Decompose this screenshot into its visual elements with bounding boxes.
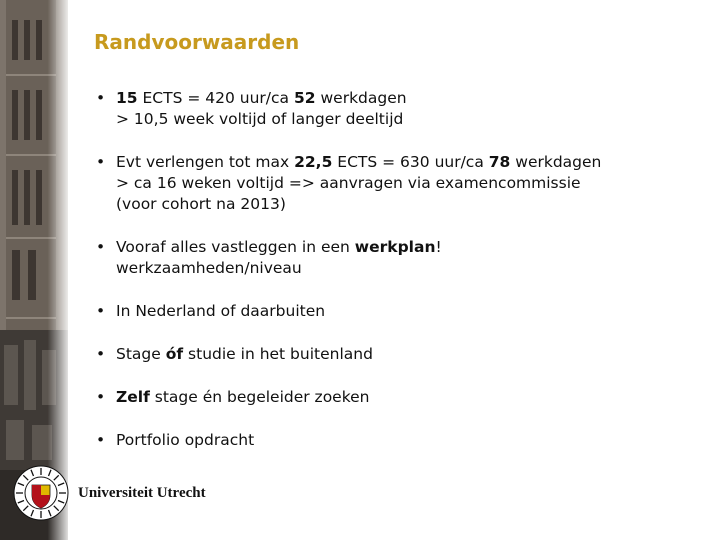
bullet-line: In Nederland of daarbuiten bbox=[116, 302, 326, 320]
text-run: werkdagen bbox=[510, 153, 602, 171]
bold-text: werkplan bbox=[354, 238, 436, 256]
bullet-item bbox=[94, 387, 704, 408]
bold-text: 15 bbox=[116, 89, 138, 107]
bullet-item bbox=[94, 237, 704, 279]
bold-text: 78 bbox=[488, 153, 511, 171]
text-run: Evt verlengen tot max bbox=[116, 153, 295, 171]
bullet-line: (voor cohort na 2013) bbox=[116, 195, 286, 213]
bullet-item bbox=[94, 430, 704, 451]
bullet-line bbox=[116, 152, 704, 173]
text-run: werkdagen bbox=[315, 89, 407, 107]
bullet-icon: • bbox=[96, 153, 106, 171]
text-run: stage én begeleider zoeken bbox=[149, 388, 370, 406]
text-run: studie in het buitenland bbox=[183, 345, 373, 363]
bullet-icon: • bbox=[96, 238, 106, 256]
bullet-line: werkzaamheden/niveau bbox=[116, 259, 302, 277]
bullet-icon: • bbox=[96, 302, 106, 320]
bullet-item bbox=[94, 301, 704, 322]
text-run: ECTS = 630 uur/ca bbox=[332, 153, 489, 171]
bullet-line: > ca 16 weken voltijd => aanvragen via examencommissie bbox=[116, 174, 581, 192]
text-run: Stage bbox=[116, 345, 166, 363]
bullet-icon: • bbox=[96, 388, 106, 406]
dom-tower-photo bbox=[0, 0, 68, 540]
bullet-line bbox=[116, 344, 704, 365]
slide-title: Randvoorwaarden bbox=[94, 30, 300, 54]
cathedral-tower-illustration bbox=[0, 0, 68, 540]
bold-text: 52 bbox=[293, 89, 316, 107]
bullet-line: Portfolio opdracht bbox=[116, 431, 255, 449]
bold-text: 22,5 bbox=[294, 153, 333, 171]
bold-text: óf bbox=[165, 345, 184, 363]
bullet-item bbox=[94, 88, 704, 130]
university-logo bbox=[12, 464, 222, 524]
bullet-item bbox=[94, 344, 704, 365]
bullet-icon: • bbox=[96, 431, 106, 449]
bullet-line bbox=[116, 387, 704, 408]
bullet-icon: • bbox=[96, 89, 106, 107]
bullet-line bbox=[116, 88, 704, 109]
bullet-icon: • bbox=[96, 345, 106, 363]
text-run: ECTS = 420 uur/ca bbox=[137, 89, 294, 107]
university-seal-icon bbox=[12, 464, 70, 522]
bullet-line: > 10,5 week voltijd of langer deeltijd bbox=[116, 110, 404, 128]
university-wordmark: Universiteit Utrecht bbox=[78, 485, 206, 501]
bullet-item bbox=[94, 152, 704, 215]
bullet-list bbox=[94, 88, 704, 473]
bullet-line bbox=[116, 237, 704, 258]
bold-text: Zelf bbox=[116, 388, 150, 406]
text-run: Vooraf alles vastleggen in een bbox=[116, 238, 355, 256]
text-run: ! bbox=[435, 238, 442, 256]
